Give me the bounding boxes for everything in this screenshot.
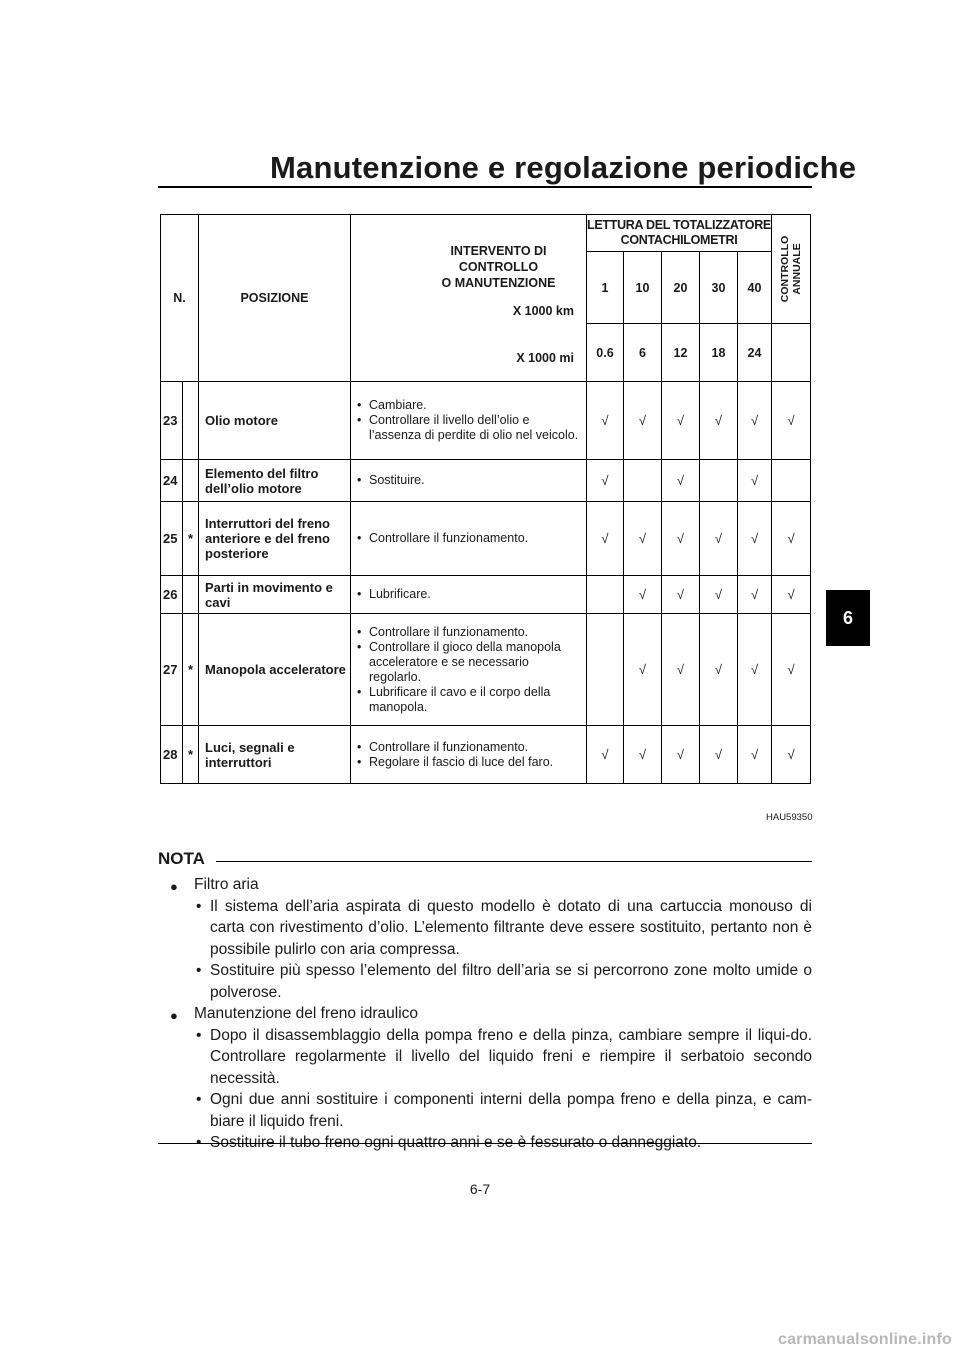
nota-body <box>158 874 812 1154</box>
interval-check: √ <box>700 614 738 726</box>
header-mi-label: X 1000 mi <box>516 351 574 365</box>
row-star <box>183 460 199 502</box>
mi-value: 24 <box>738 324 772 382</box>
row-number: 28 <box>161 726 183 784</box>
table-row <box>161 460 811 502</box>
action-item: • Cambiare. <box>357 398 582 413</box>
interval-check <box>587 576 624 614</box>
nota-subitem <box>158 1089 812 1132</box>
reference-code: HAU59350 <box>766 812 813 823</box>
bullet-icon: • <box>196 897 202 915</box>
row-number: 27 <box>161 614 183 726</box>
row-actions <box>351 726 587 784</box>
annual-check: √ <box>772 502 811 576</box>
nota-subitem <box>158 1025 812 1090</box>
interval-check: √ <box>700 382 738 460</box>
km-value: 10 <box>624 252 662 324</box>
table-body <box>161 382 811 784</box>
nota-bottom-rule <box>158 1143 812 1144</box>
row-star <box>183 382 199 460</box>
bullet-icon: • <box>196 1134 202 1151</box>
action-list <box>357 398 582 443</box>
row-position: Olio motore <box>199 382 351 460</box>
interval-check: √ <box>738 576 772 614</box>
page-number: 6-7 <box>469 1181 491 1197</box>
nota-subitem-text: Dopo il disassemblaggio della pompa freno e della pinza, cambiare sempre il liqui-do. Controllare regolarmente il livello del liquido freni e riempire il serbatoio secondo necessità. <box>210 1026 812 1087</box>
action-list <box>357 473 582 488</box>
annual-check: √ <box>772 382 811 460</box>
annual-blank <box>772 324 811 382</box>
action-item: • Controllare il gioco della manopola acceleratore e se necessario regolarlo. <box>357 640 582 685</box>
bullet-icon: ● <box>170 879 178 894</box>
interval-check: √ <box>700 576 738 614</box>
interval-check <box>624 460 662 502</box>
interval-check: √ <box>662 614 700 726</box>
nota-subitem-text: Sostituire più spesso l’elemento del filtro dell’aria se si percorrono zone molto umide o polverose. <box>210 962 812 1001</box>
mi-value: 6 <box>624 324 662 382</box>
interval-check: √ <box>738 614 772 726</box>
title-rule <box>158 186 812 188</box>
interval-check: √ <box>587 502 624 576</box>
interval-check: √ <box>624 726 662 784</box>
interval-check <box>700 460 738 502</box>
header-annual <box>772 215 811 324</box>
nota-item-text: Manutenzione del freno idraulico <box>194 1005 419 1022</box>
row-star: * <box>183 614 199 726</box>
row-number: 23 <box>161 382 183 460</box>
interval-check: √ <box>662 726 700 784</box>
row-number: 26 <box>161 576 183 614</box>
action-item: • Lubrificare. <box>357 587 582 602</box>
row-position: Elemento del filtro dell’olio motore <box>199 460 351 502</box>
header-odometer-line2: CONTACHILOMETRI <box>620 233 738 247</box>
row-star: * <box>183 502 199 576</box>
row-actions <box>351 502 587 576</box>
interval-check: √ <box>624 576 662 614</box>
row-actions <box>351 382 587 460</box>
action-item: • Controllare il livello dell’olio e l’assenza di perdite di olio nel veicolo. <box>357 413 582 443</box>
interval-check: √ <box>587 460 624 502</box>
km-value: 40 <box>738 252 772 324</box>
row-position: Luci, segnali e interruttori <box>199 726 351 784</box>
header-km-label: X 1000 km <box>512 304 574 318</box>
header-intervention-line2: O MANUTENZIONE <box>441 276 556 290</box>
interval-check: √ <box>738 502 772 576</box>
bullet-icon: • <box>196 962 202 979</box>
interval-check: √ <box>662 502 700 576</box>
nota-subitem <box>158 896 812 961</box>
annual-check <box>772 460 811 502</box>
km-value: 30 <box>700 252 738 324</box>
nota-subitem-text: Sostituire il tubo freno ogni quattro anni e se è fessurato o danneggiato. <box>210 1134 702 1151</box>
action-item: • Sostituire. <box>357 473 582 488</box>
header-position: POSIZIONE <box>199 215 351 382</box>
maintenance-table <box>160 214 811 784</box>
header-annual-line2: ANNUALE <box>791 243 804 295</box>
interval-check: √ <box>738 460 772 502</box>
interval-check: √ <box>624 614 662 726</box>
interval-check: √ <box>700 502 738 576</box>
interval-check: √ <box>662 460 700 502</box>
action-item: • Controllare il funzionamento. <box>357 740 582 755</box>
interval-check <box>587 614 624 726</box>
interval-check: √ <box>587 726 624 784</box>
nota-subitem <box>158 960 812 1003</box>
action-list <box>357 625 582 715</box>
watermark: carmanualsonline.info <box>777 1331 952 1348</box>
bullet-icon: ● <box>170 1008 178 1023</box>
header-odometer-line1: LETTURA DEL TOTALIZZATORE <box>587 218 771 232</box>
row-star: * <box>183 726 199 784</box>
mi-value: 18 <box>700 324 738 382</box>
nota-label: NOTA <box>158 849 205 868</box>
header-intervention <box>351 215 587 382</box>
row-actions <box>351 460 587 502</box>
page-title: Manutenzione e regolazione periodiche <box>270 150 857 185</box>
header-annual-line1: CONTROLLO <box>779 235 792 303</box>
row-position: Parti in movimento e cavi <box>199 576 351 614</box>
nota-item <box>158 1003 812 1025</box>
nota-subitem-text: Ogni due anni sostituire i componenti interni della pompa freno e della pinza, e cam-biare il liquido freni. <box>210 1091 812 1130</box>
table-row <box>161 502 811 576</box>
interval-check: √ <box>662 382 700 460</box>
km-value: 1 <box>587 252 624 324</box>
action-list <box>357 531 582 546</box>
action-list <box>357 740 582 770</box>
row-actions <box>351 614 587 726</box>
action-list <box>357 587 582 602</box>
interval-check: √ <box>624 382 662 460</box>
table-row <box>161 614 811 726</box>
interval-check: √ <box>700 726 738 784</box>
action-item: • Controllare il funzionamento. <box>357 625 582 640</box>
table-row <box>161 726 811 784</box>
header-odometer <box>587 215 772 252</box>
row-position: Interruttori del freno anteriore e del freno posteriore <box>199 502 351 576</box>
annual-check: √ <box>772 576 811 614</box>
interval-check: √ <box>624 502 662 576</box>
action-item: • Regolare il fascio di luce del faro. <box>357 755 582 770</box>
km-value: 20 <box>662 252 700 324</box>
row-number: 24 <box>161 460 183 502</box>
row-actions <box>351 576 587 614</box>
interval-check: √ <box>738 726 772 784</box>
chapter-tab: 6 <box>826 590 870 646</box>
nota-item <box>158 874 812 896</box>
row-number: 25 <box>161 502 183 576</box>
interval-check: √ <box>587 382 624 460</box>
interval-check: √ <box>738 382 772 460</box>
nota-item-text: Filtro aria <box>194 876 259 893</box>
header-intervention-line1: INTERVENTO DI CONTROLLO <box>450 244 547 274</box>
mi-value: 0.6 <box>587 324 624 382</box>
table-row <box>161 382 811 460</box>
header-num: N. <box>161 215 199 382</box>
annual-check: √ <box>772 726 811 784</box>
bullet-icon: • <box>196 1026 202 1044</box>
annual-check: √ <box>772 614 811 726</box>
nota-subitem-text: Il sistema dell’aria aspirata di questo modello è dotato di una cartuccia monouso di carta con rivestimento d’olio. L’elemento filtrante deve essere sostituito, pertanto non è possibile pulirlo con aria compressa. <box>210 897 812 958</box>
row-star <box>183 576 199 614</box>
action-item: • Controllare il funzionamento. <box>357 531 582 546</box>
table-row <box>161 576 811 614</box>
action-item: • Lubrificare il cavo e il corpo della manopola. <box>357 685 582 715</box>
row-position: Manopola acceleratore <box>199 614 351 726</box>
nota-rule <box>216 861 812 862</box>
mi-value: 12 <box>662 324 700 382</box>
interval-check: √ <box>662 576 700 614</box>
bullet-icon: • <box>196 1091 202 1108</box>
